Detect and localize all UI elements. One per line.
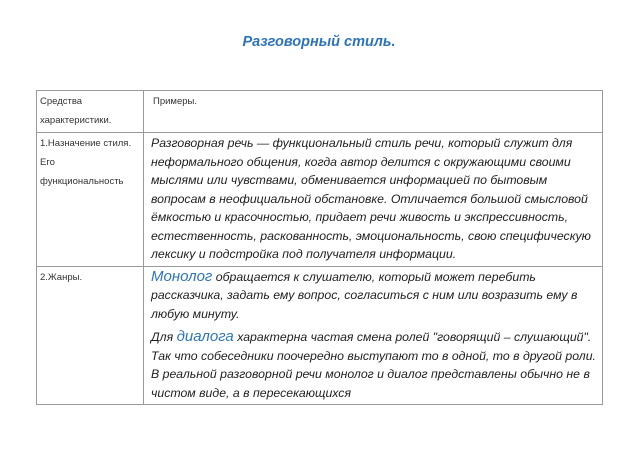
monologue-paragraph (151, 268, 599, 324)
header-cell-examples (144, 91, 603, 133)
table-row (37, 133, 603, 267)
row-label-purpose: 1.Назначение стиля. Его функциональность (40, 138, 132, 187)
row-text-cell (144, 266, 603, 405)
monologue-text: обращается к слушателю, который может перебить рассказчика, задать ему вопрос, согласиться с ним или возразить ему в любую минуту. (151, 269, 578, 321)
dialogue-term: диалога (176, 328, 234, 345)
dialogue-prefix: Для (151, 330, 177, 344)
document-title: Разговорный стиль. (242, 34, 396, 50)
row-text-cell (144, 133, 603, 267)
monologue-term: Монолог (151, 267, 213, 285)
row-label-cell (37, 133, 144, 267)
dialogue-text: характерна частая смена ролей "говорящий – слушающий". Так что собеседники поочередно выступают то в одной, то в другой роли. В реальной разговорной речи монолог и диалог представлены обычно не в чистом виде, а в пересекающихся (151, 330, 596, 400)
style-table (36, 90, 603, 405)
dialogue-paragraph (151, 328, 599, 402)
table-header-row (37, 91, 603, 133)
table-row (37, 266, 603, 405)
row-text-genres (147, 268, 599, 403)
header-cell-means (37, 91, 144, 133)
row-label-cell (37, 266, 144, 405)
row-label-genres: 2.Жанры. (40, 271, 83, 283)
row-text-purpose: Разговорная речь — функциональный стиль речи, который служит для неформального общения, когда автор делится с окружающими своими мыслями или чувствами, обменивается информацией по бытовым вопросам в неофициальной обстановке. Отличается большой смысловой ёмкостью и красочностью, придает речи живость и экспрессивность, естественность, раскованность, эмоциональность, свою специфическую лексику и подстройка под получателя информации. (151, 136, 591, 261)
header-means-label: Средства характеристики. (40, 96, 112, 126)
header-examples-label: Примеры. (153, 96, 197, 107)
